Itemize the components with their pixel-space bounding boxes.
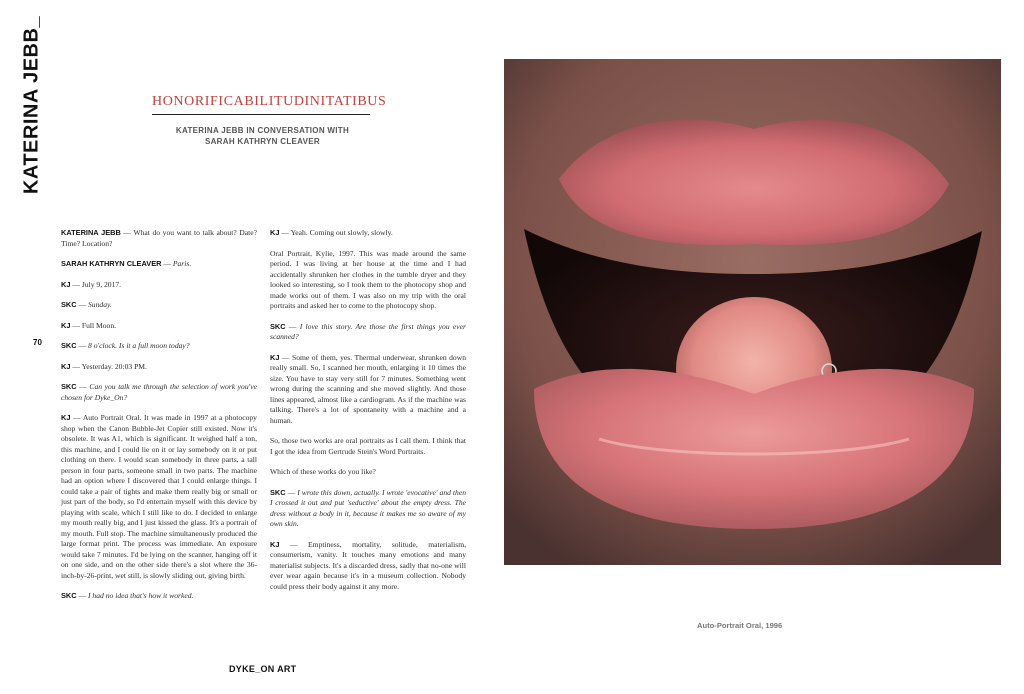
speaker-name: KATERINA JEBB bbox=[61, 228, 121, 237]
paragraph-text: So, those two works are oral portraits as I call them. I think that I got the idea from Gertrude Stein's Word Portraits. bbox=[270, 436, 466, 456]
interview-paragraph bbox=[61, 321, 257, 332]
interview-paragraph bbox=[61, 259, 257, 270]
speaker-name: SKC bbox=[61, 591, 77, 600]
subtitle-line-1: KATERINA JEBB IN CONVERSATION WITH bbox=[175, 126, 350, 135]
open-mouth-image bbox=[504, 59, 1001, 565]
interview-paragraph bbox=[270, 436, 466, 457]
speaker-name: KJ bbox=[61, 361, 71, 371]
paragraph-text: I had no idea that's how it worked. bbox=[88, 591, 194, 600]
interview-paragraph bbox=[270, 353, 466, 427]
speaker-name: SARAH KATHRYN CLEAVER bbox=[61, 259, 162, 268]
interview-paragraph bbox=[270, 322, 466, 343]
speaker-separator: — bbox=[76, 300, 88, 309]
paragraph-text: I love this story. Are those the first things you ever scanned? bbox=[270, 321, 466, 341]
paragraph-text: What do you want to talk about? Date? Time? Location? bbox=[61, 228, 257, 248]
speaker-name: SKC bbox=[61, 382, 77, 391]
paragraph-text: Some of them, yes. Thermal underwear, shrunken down really small. So, I scanned her mouth, enlarging it 10 times the size. You have to stay very still for 7 minutes. Something went wrong during the scanning and she moved slightly. And those lines appeared, almost like a cardiogram. As if the machine was talking. There's a lot of spontaneity with a machine and a human. bbox=[270, 352, 466, 425]
speaker-name: KJ bbox=[270, 228, 280, 237]
magazine-footer: DYKE_ON ART bbox=[229, 664, 297, 674]
speaker-separator: — bbox=[76, 591, 88, 600]
article-subtitle bbox=[150, 125, 375, 147]
paragraph-text: Emptiness, mortality, solitude, materialism, consumerism, vanity. It touches many emotions and many materialist subjects. It's a discarded dress, sadly that no-one will ever wear again because it's in a museum collection. Nobody could press their body against it any more. bbox=[270, 539, 467, 591]
speaker-separator: — bbox=[285, 321, 300, 331]
speaker-name: SKC bbox=[61, 341, 77, 350]
page-number: 70 bbox=[33, 338, 42, 347]
speaker-separator: — bbox=[279, 228, 291, 237]
speaker-separator: — bbox=[161, 259, 173, 268]
speaker-separator: — bbox=[70, 320, 82, 330]
speaker-name: KJ bbox=[270, 539, 280, 549]
interview-paragraph bbox=[61, 591, 257, 602]
speaker-name: KJ bbox=[270, 352, 280, 362]
paragraph-text: Which of these works do you like? bbox=[270, 467, 376, 476]
speaker-separator: — bbox=[70, 413, 83, 422]
interview-paragraph bbox=[61, 300, 257, 311]
paragraph-text: Sunday. bbox=[88, 300, 112, 309]
speaker-name: SKC bbox=[270, 487, 286, 497]
paragraph-text: Auto Portrait Oral. It was made in 1997 at a photocopy shop when the Canon Bubble-Jet Copier still existed. Now it's obsolete. It was A1, which is significant. It weighed half a ton, this machine, and I could lie on it or lay somebody on it or put clothing on there. I would scan somebody in three parts, a tall person in four parts, someone small in two parts. The machine had an option where I discovered that I could enlarge things. I could take a pair of tights and make them really big or small or just part of the body, so I'd entertain myself with this device by playing with scale, which I still like to do. I decided to enlarge my mouth really big, and I just kissed the glass. It's a portrait of my mouth. Full stop. The machine simultaneously produced the large format print. The process was immediate. An exposure would take 7 minutes. I'd be lying on the scanner, hanging off it on one side, and on the other side there's a slot where the 36-inch-by-26-print, wet still, is slowly sliding out, giving birth. bbox=[61, 413, 257, 580]
text-column-left bbox=[61, 228, 257, 612]
paragraph-text: Yeah. Coming out slowly, slowly. bbox=[290, 228, 393, 237]
speaker-separator: — bbox=[76, 382, 90, 391]
interview-paragraph bbox=[270, 228, 466, 239]
paragraph-text: I wrote this down, actually. I wrote 'evocative' and then I crossed it out and put 'seductive' about the empty dress. The dress without a body in it, because it makes me so aware of my own skin. bbox=[270, 487, 466, 528]
paragraph-text: Yesterday. 20:03 PM. bbox=[81, 361, 147, 371]
speaker-name: KJ bbox=[61, 279, 71, 289]
speaker-separator: — bbox=[120, 228, 134, 237]
speaker-name: KJ bbox=[61, 413, 71, 422]
speaker-name: KJ bbox=[61, 320, 71, 330]
speaker-separator: — bbox=[70, 361, 82, 371]
speaker-separator: — bbox=[279, 539, 309, 549]
interview-paragraph bbox=[270, 467, 466, 478]
paragraph-text: Oral Portrait, Kylie, 1997. This was made around the same period. I was living at her house at the time and I had accidentally shrunken her clothes in the tumble dryer and they looked so interesting, so I took them to the photocopy shop and made works out of them. I was also on my trip with the oral portraits and asked her to come to the photocopy shop. bbox=[270, 248, 466, 310]
speaker-name: SKC bbox=[270, 321, 286, 331]
interview-paragraph bbox=[61, 382, 257, 403]
speaker-separator: — bbox=[279, 352, 292, 362]
subtitle-line-2: SARAH KATHRYN CLEAVER bbox=[204, 137, 321, 146]
vertical-artist-name: KATERINA JEBB_ bbox=[20, 15, 43, 195]
artwork-photo bbox=[504, 59, 1001, 565]
paragraph-text: Paris. bbox=[172, 259, 192, 268]
speaker-separator: — bbox=[76, 341, 88, 350]
speaker-name: SKC bbox=[61, 300, 77, 309]
interview-paragraph bbox=[61, 280, 257, 291]
paragraph-text: 8 o'clock. Is it a full moon today? bbox=[88, 341, 190, 350]
speaker-separator: — bbox=[70, 279, 82, 289]
interview-paragraph bbox=[61, 228, 257, 249]
paragraph-text: Can you talk me through the selection of work you've chosen for Dyke_On? bbox=[61, 382, 257, 402]
interview-paragraph bbox=[270, 540, 466, 593]
interview-paragraph bbox=[61, 341, 257, 352]
interview-paragraph bbox=[270, 488, 466, 530]
interview-paragraph bbox=[270, 249, 466, 312]
speaker-separator: — bbox=[285, 487, 298, 497]
paragraph-text: Full Moon. bbox=[81, 320, 117, 330]
interview-paragraph bbox=[61, 362, 257, 373]
interview-paragraph bbox=[61, 413, 257, 581]
paragraph-text: July 9, 2017. bbox=[81, 279, 122, 289]
photo-caption: Auto-Portrait Oral, 1996 bbox=[697, 621, 783, 630]
article-title: HONORIFICABILITUDINITATIBUS bbox=[152, 94, 370, 115]
text-column-right bbox=[270, 228, 466, 602]
